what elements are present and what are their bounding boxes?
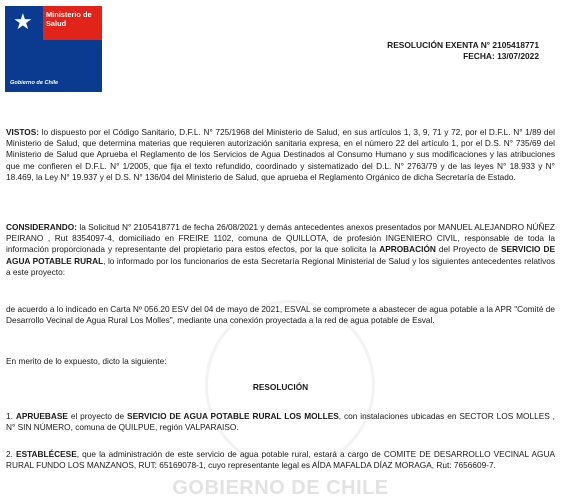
considerando-text-2: del Proyecto de — [435, 244, 501, 255]
resolution-header — [387, 40, 539, 62]
logo-ministry-name — [46, 10, 92, 28]
resolution-number: RESOLUCIÓN EXENTA N° 2105418771 — [387, 40, 539, 50]
logo-government: Gobierno de Chile — [10, 80, 59, 86]
considerando-paragraph — [6, 222, 555, 278]
approval-word: APROBACIÓN — [379, 244, 436, 255]
watermark-text: GOBIERNO DE CHILE — [172, 477, 389, 499]
item-2-text: , que la administración de este servicio de agua potable rural, estará a cargo de COMITE DE DESARROLLO VECINAL AGUA RURAL FUNDO LOS MANZANOS, RUT: 65169078-1, cuyo representante legal es AÍDA MAFALDA DÍAZ MORAGA, Rut: 7656609-7. — [6, 449, 555, 471]
considerando-label: CONSIDERANDO: — [6, 222, 77, 232]
considerando-text-3: , lo informado por los funcionarios de esta Secretaría Regional Ministerial de Salud y los siguientes antecedentes relativos a este proyecto: — [6, 255, 555, 277]
item-1-project: SERVICIO DE AGUA POTABLE RURAL LOS MOLLES — [127, 411, 339, 421]
acuerdo-paragraph: de acuerdo a lo indicado en Carta Nº 056.20 ESV del 04 de mayo de 2021, ESVAL se compromete a abastecer de agua potable a la APR "Comité de Desarrollo Vecinal de Agua Rural Los Molles", mediante una conexión proyectada a la red de agua potable de Esval. — [6, 304, 555, 326]
item-2-number: 2. — [6, 449, 17, 459]
item-1-paragraph — [6, 411, 555, 433]
service-name: SERVICIO DE AGUA POTABLE RURAL — [6, 244, 555, 266]
item-2-verb: ESTABLÉCESE — [16, 449, 77, 459]
vistos-paragraph — [6, 127, 555, 183]
star-icon: ★ — [13, 9, 33, 34]
item-1-text-1: el proyecto de — [67, 411, 128, 421]
item-1-text-2: , con instalaciones ubicadas en SECTOR LOS MOLLES , N° SIN NÚMERO, comuna de QUILPUE, región VALPARAISO. — [6, 411, 555, 433]
logo-ministry-line1: Ministerio de — [46, 10, 92, 19]
ministry-logo — [5, 6, 102, 92]
merito-paragraph: En merito de lo expuesto, dicto la siguiente: — [6, 356, 167, 366]
vistos-label: VISTOS: — [6, 127, 40, 137]
logo-ministry-line2: Salud — [46, 19, 67, 28]
vistos-text: lo dispuesto por el Código Sanitario, D.F.L. N° 725/1968 del Ministerio de Salud, en sus artículos 1, 3, 9, 71 y 72, por el D.F.L. N° 1/89 del Ministerio de Salud, que determina materias que requieren autorización sanitaria expresa, en el número 22 del artículo 1, por el D.S. N° 735/69 del Ministerio de Salud que Aprueba el Reglamento de los Servicios de Agua Destinados al Consumo Humano y sus modificaciones y las atribuciones que me confieren el D.F.L. N° 1/2005, que fija el texto refundido, coordinado y sistematizado del D.L. N° 2763/79 y de las leyes N° 18.933 y N° 18.469, la Ley N° 19.937 y el D.S. N° 136/04 del Ministerio de Salud, que aprueba el Reglamento Orgánico de dicha Secretaría de Estado. — [6, 127, 555, 182]
item-2-paragraph — [6, 449, 555, 471]
resolucion-title: RESOLUCIÓN — [252, 382, 309, 392]
resolution-date: FECHA: 13/07/2022 — [463, 51, 539, 61]
item-1-number: 1. — [6, 411, 16, 421]
considerando-text-1: la Solicitud N° 2105418771 de fecha 26/08/2021 y demás antecedentes anexos presentados por MANUEL ALEJANDRO NÚÑEZ PEIRANO , Rut 8354097-4, domiciliado en FREIRE 1102, comuna de QUILLOTA, de profesión INGENIERO CIVIL, responsable de toda la información proporcionada y representante del propietario para estos efectos, por la que solicita la — [6, 222, 555, 255]
item-1-verb: APRUEBASE — [15, 411, 68, 421]
